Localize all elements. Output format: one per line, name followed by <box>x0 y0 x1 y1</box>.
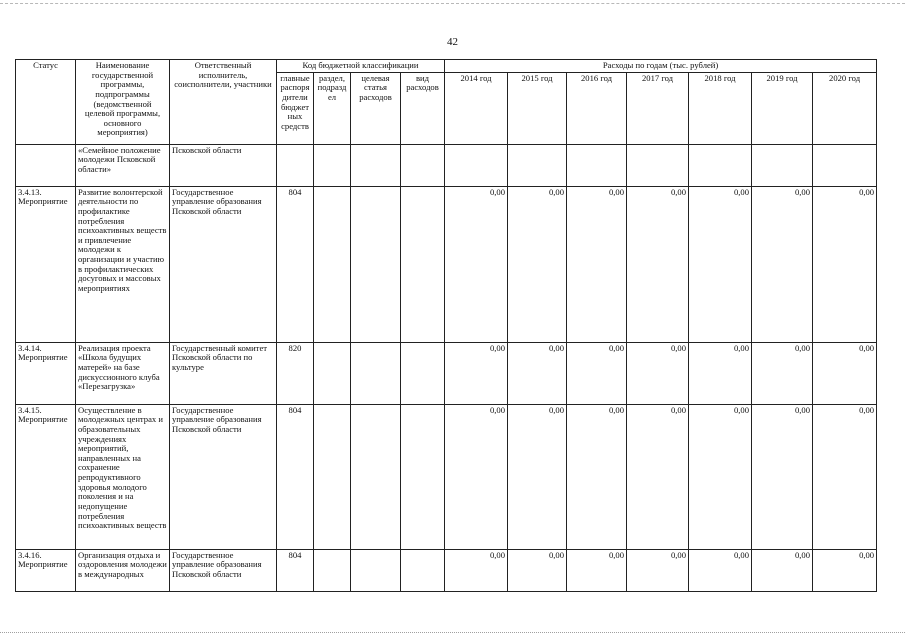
row-value: 0,00 <box>445 404 508 549</box>
row-section <box>314 144 351 186</box>
row-value: 0,00 <box>445 186 508 342</box>
header-year: 2017 год <box>627 72 689 144</box>
header-target-article: целевая статья расходов <box>351 72 401 144</box>
row-value: 0,00 <box>445 342 508 404</box>
row-value <box>627 144 689 186</box>
table-row <box>16 549 877 591</box>
header-status: Статус <box>16 60 76 145</box>
row-responsible: Государственное управление образования Псковской области <box>170 549 277 591</box>
row-value: 0,00 <box>627 186 689 342</box>
row-status <box>16 144 76 186</box>
header-year: 2020 год <box>813 72 877 144</box>
row-value: 0,00 <box>813 404 877 549</box>
row-value: 0,00 <box>627 404 689 549</box>
row-value: 0,00 <box>813 342 877 404</box>
row-responsible: Псковской области <box>170 144 277 186</box>
table-row <box>16 342 877 404</box>
header-responsible: Ответственный исполнитель, соисполнители, участники <box>170 60 277 145</box>
row-value: 0,00 <box>567 549 627 591</box>
row-responsible: Государственное управление образования Псковской области <box>170 404 277 549</box>
row-value <box>813 144 877 186</box>
row-value: 0,00 <box>813 186 877 342</box>
row-value: 0,00 <box>689 186 752 342</box>
row-name: Осуществление в молодежных центрах и образовательных учреждениях мероприятий, направленных на сохранение репродуктивного здоровья молодого поколения и на недопущение потребления психоактивных веществ <box>76 404 170 549</box>
row-target-article <box>351 186 401 342</box>
row-grbs: 804 <box>277 404 314 549</box>
row-value: 0,00 <box>689 404 752 549</box>
table-row <box>16 144 877 186</box>
row-name: Развитие волонтерской деятельности по профилактике потребления психоактивных веществ и привлечение молодежи к организации и участию в профилактических досуговых и массовых мероприятиях <box>76 186 170 342</box>
header-section: раздел, подраздел <box>314 72 351 144</box>
row-value: 0,00 <box>752 342 813 404</box>
header-budget-code: Код бюджетной классификации <box>277 60 445 73</box>
row-name: Реализация проекта «Школа будущих матерей» на базе дискуссионного клуба «Перезагрузка» <box>76 342 170 404</box>
row-value: 0,00 <box>567 342 627 404</box>
header-year: 2018 год <box>689 72 752 144</box>
row-grbs <box>277 144 314 186</box>
row-value: 0,00 <box>567 186 627 342</box>
row-status: 3.4.15. Мероприятие <box>16 404 76 549</box>
row-target-article <box>351 404 401 549</box>
row-section <box>314 549 351 591</box>
scan-top-edge <box>0 3 905 4</box>
header-expenses-by-year: Расходы по годам (тыс. рублей) <box>445 60 877 73</box>
row-value <box>445 144 508 186</box>
row-name: «Семейное положение молодежи Псковской области» <box>76 144 170 186</box>
row-expense-type <box>401 342 445 404</box>
row-target-article <box>351 549 401 591</box>
row-value: 0,00 <box>508 549 567 591</box>
budget-table <box>15 59 877 592</box>
row-value: 0,00 <box>752 186 813 342</box>
row-value: 0,00 <box>445 549 508 591</box>
row-expense-type <box>401 186 445 342</box>
row-section <box>314 186 351 342</box>
row-value <box>752 144 813 186</box>
table-row <box>16 404 877 549</box>
row-value: 0,00 <box>567 404 627 549</box>
row-value: 0,00 <box>627 342 689 404</box>
row-responsible: Государственное управление образования Псковской области <box>170 186 277 342</box>
row-value: 0,00 <box>689 342 752 404</box>
row-value <box>689 144 752 186</box>
header-name: Наименование государственной программы, подпрограммы (ведомственной целевой программы, основного мероприятия) <box>76 60 170 145</box>
row-value <box>567 144 627 186</box>
row-target-article <box>351 342 401 404</box>
header-year: 2015 год <box>508 72 567 144</box>
row-expense-type <box>401 549 445 591</box>
table-row <box>16 186 877 342</box>
row-status: 3.4.14. Мероприятие <box>16 342 76 404</box>
row-name: Организация отдыха и оздоровления молодежи в международных <box>76 549 170 591</box>
row-value: 0,00 <box>689 549 752 591</box>
row-value <box>508 144 567 186</box>
row-grbs: 820 <box>277 342 314 404</box>
row-value: 0,00 <box>508 342 567 404</box>
row-value: 0,00 <box>752 404 813 549</box>
row-expense-type <box>401 144 445 186</box>
row-status: 3.4.13. Мероприятие <box>16 186 76 342</box>
header-year: 2014 год <box>445 72 508 144</box>
row-expense-type <box>401 404 445 549</box>
page-number: 42 <box>447 36 458 48</box>
row-value: 0,00 <box>752 549 813 591</box>
row-value: 0,00 <box>508 186 567 342</box>
row-target-article <box>351 144 401 186</box>
row-grbs: 804 <box>277 186 314 342</box>
header-expense-type: вид расходов <box>401 72 445 144</box>
row-section <box>314 404 351 549</box>
row-value: 0,00 <box>508 404 567 549</box>
row-value: 0,00 <box>813 549 877 591</box>
row-responsible: Государственный комитет Псковской области по культуре <box>170 342 277 404</box>
scan-bottom-edge <box>0 632 905 633</box>
row-value: 0,00 <box>627 549 689 591</box>
row-section <box>314 342 351 404</box>
header-grbs: главные распоря дители бюджет ных средств <box>277 72 314 144</box>
header-year: 2016 год <box>567 72 627 144</box>
row-status: 3.4.16. Мероприятие <box>16 549 76 591</box>
row-grbs: 804 <box>277 549 314 591</box>
header-year: 2019 год <box>752 72 813 144</box>
